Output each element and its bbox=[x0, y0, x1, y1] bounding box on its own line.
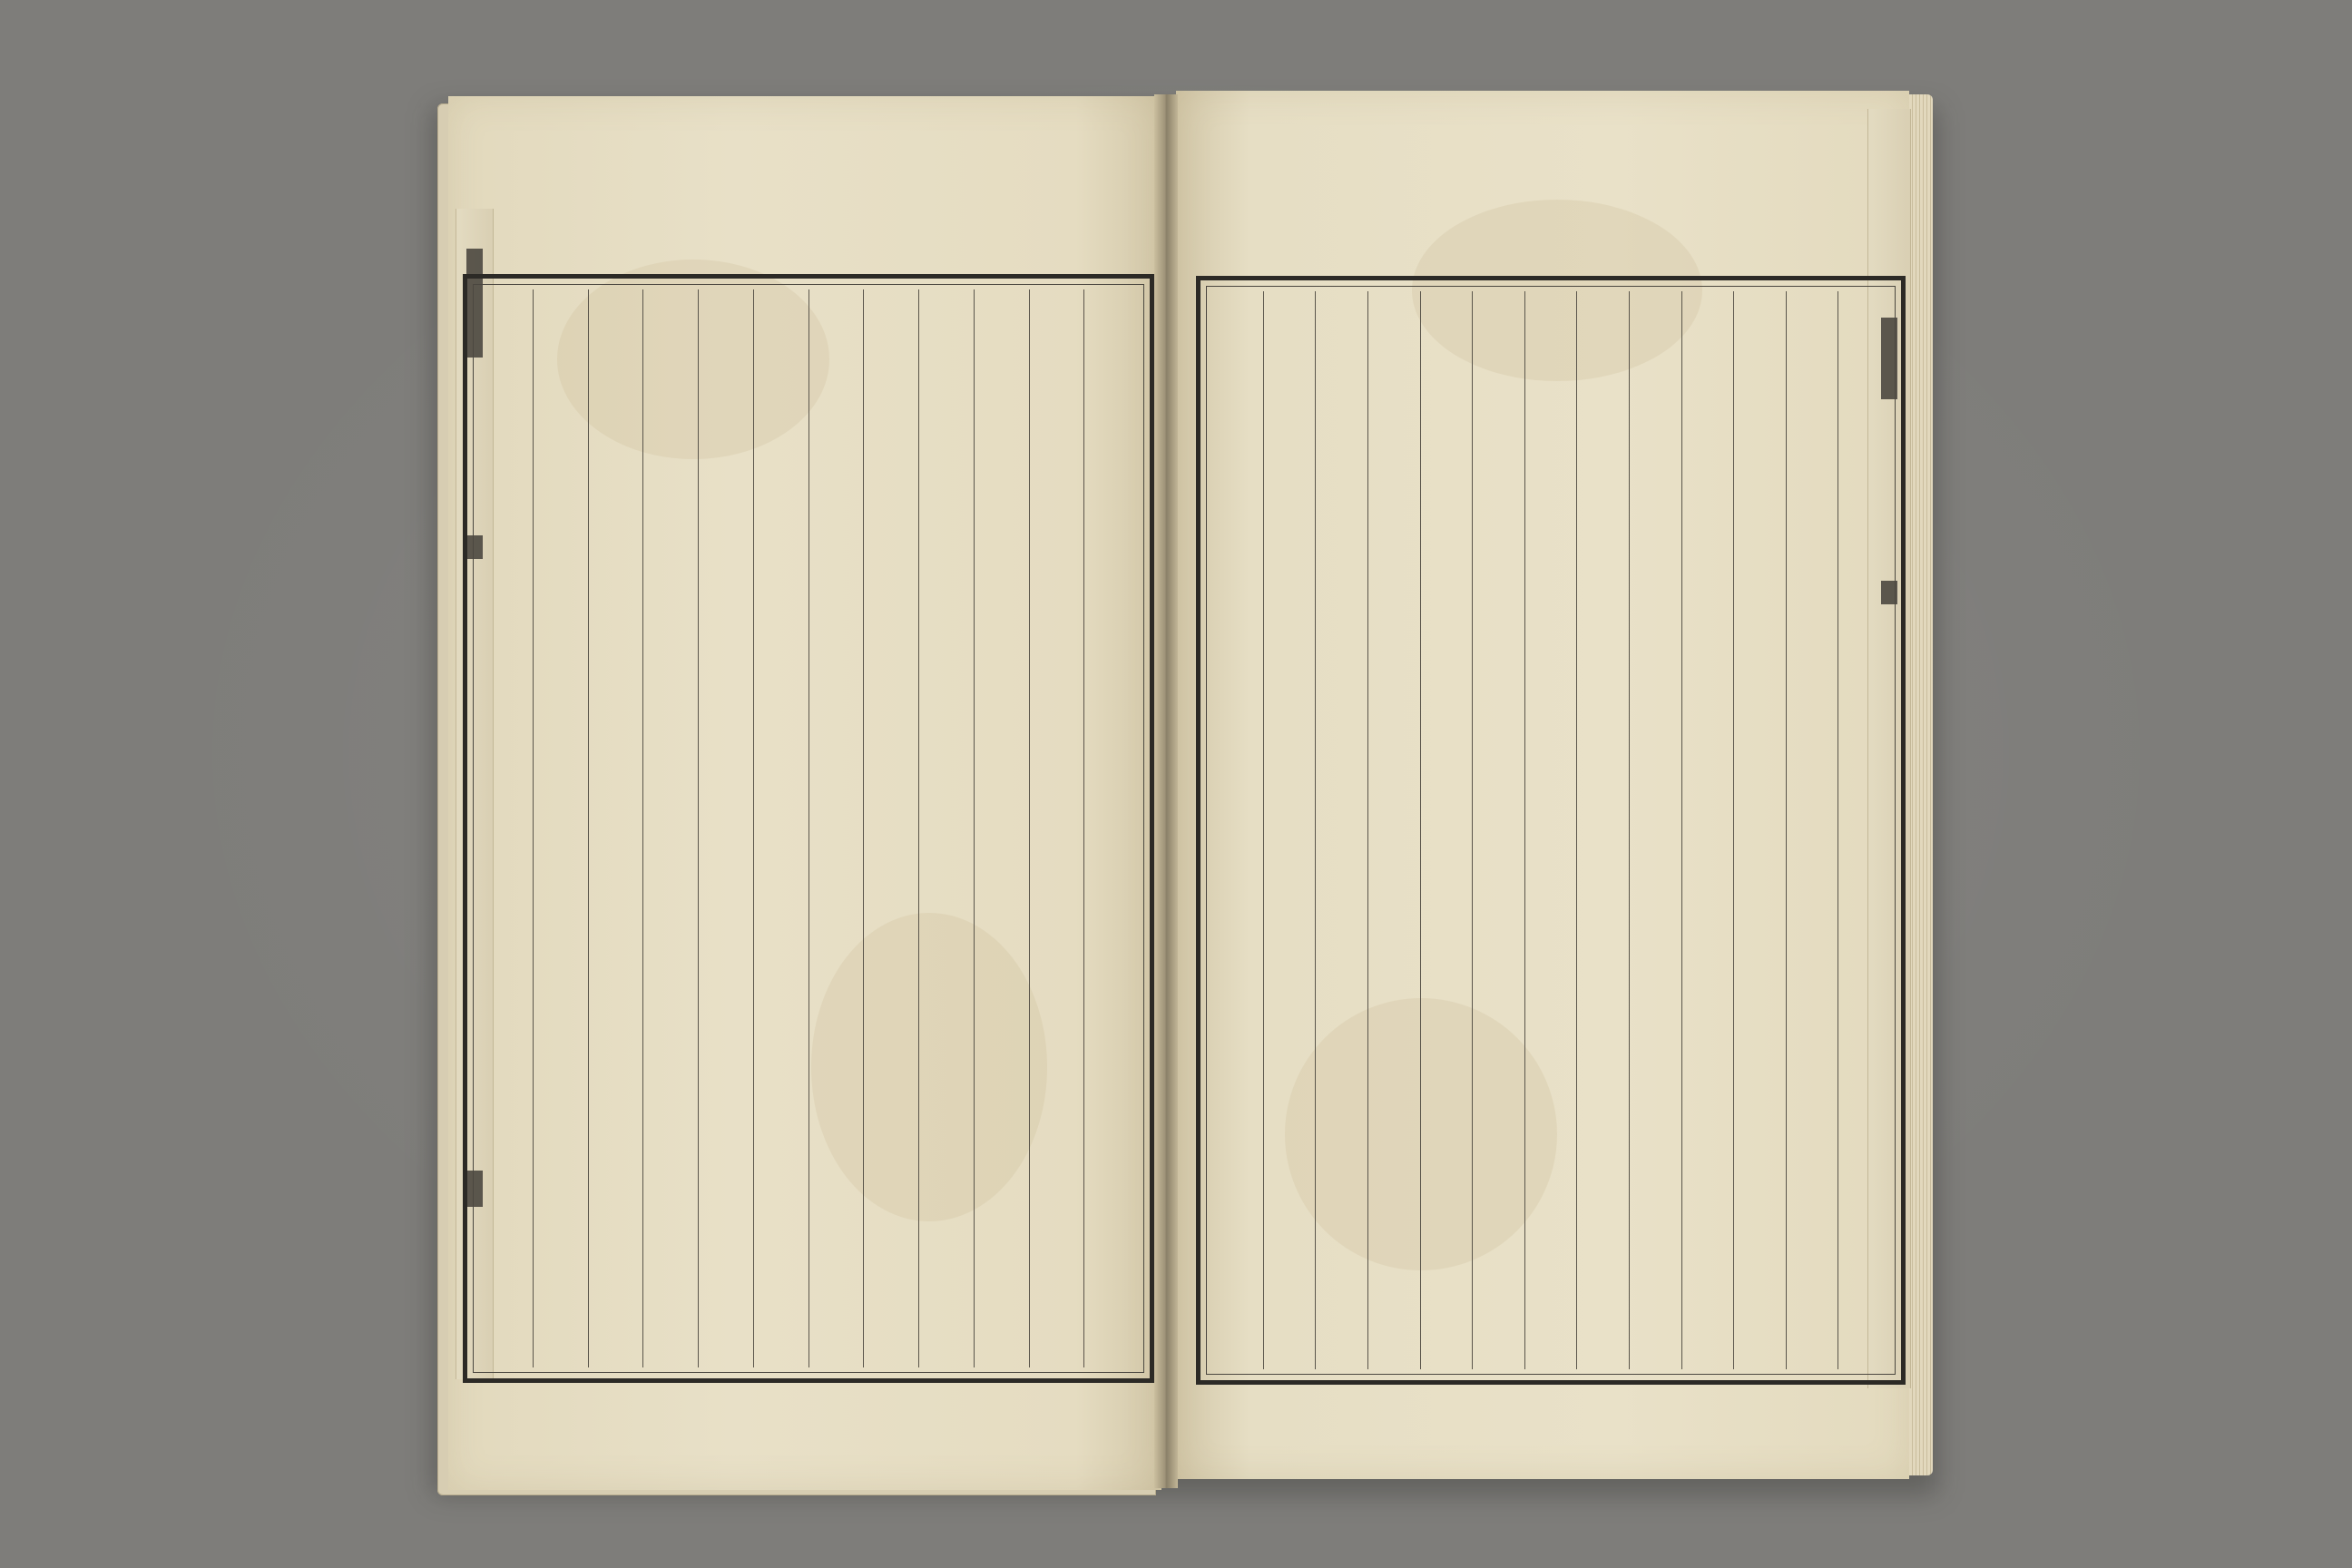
text-column bbox=[974, 289, 1029, 1367]
text-column bbox=[918, 289, 974, 1367]
text-column bbox=[1838, 291, 1890, 1369]
text-column bbox=[1315, 291, 1367, 1369]
text-column bbox=[1733, 291, 1786, 1369]
text-column bbox=[1263, 291, 1316, 1369]
text-column bbox=[808, 289, 864, 1367]
text-column bbox=[1681, 291, 1734, 1369]
text-column bbox=[863, 289, 918, 1367]
right-page-frame bbox=[1196, 276, 1906, 1385]
text-column bbox=[1786, 291, 1838, 1369]
text-column bbox=[1629, 291, 1681, 1369]
book-spine bbox=[1154, 94, 1178, 1488]
text-column bbox=[753, 289, 808, 1367]
text-column bbox=[1524, 291, 1577, 1369]
text-column bbox=[1083, 289, 1139, 1367]
text-column bbox=[1472, 291, 1524, 1369]
text-column bbox=[1367, 291, 1420, 1369]
left-text-columns bbox=[478, 289, 1139, 1367]
text-column bbox=[1211, 291, 1263, 1369]
text-column bbox=[1029, 289, 1084, 1367]
text-column bbox=[642, 289, 698, 1367]
right-text-columns bbox=[1211, 291, 1890, 1369]
text-column bbox=[588, 289, 643, 1367]
text-column bbox=[698, 289, 753, 1367]
text-column bbox=[1420, 291, 1473, 1369]
text-column bbox=[533, 289, 588, 1367]
left-page-frame bbox=[463, 274, 1154, 1383]
text-column bbox=[478, 289, 533, 1367]
text-column bbox=[1576, 291, 1629, 1369]
